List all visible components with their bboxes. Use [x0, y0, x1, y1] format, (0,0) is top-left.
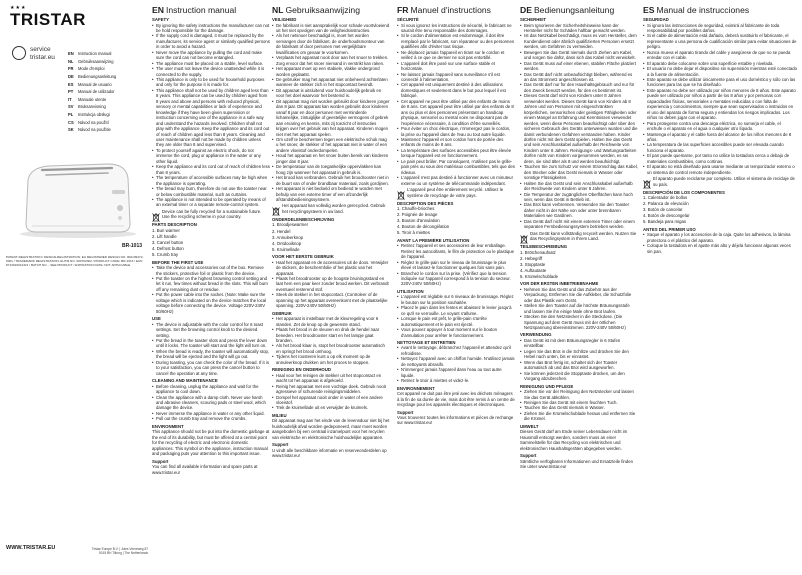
part-item: 2. Poignée de levage [397, 212, 438, 218]
list-item: • El aparato debe colocarse sobre una superficie estable y nivelada. [643, 61, 797, 66]
list-item: • L'appareil n'est pas destiné à fonctionner avec un minuteur externe ou un système de télécommande indépendant. [397, 175, 515, 186]
subheading: SEGURIDAD [643, 17, 669, 22]
subheading: Support [272, 442, 289, 448]
list-item: • Ziehen Sie die Krümelschublade heraus und entfernen Sie die Krümel. [520, 411, 638, 422]
part-item: 2. Hebegriff [520, 255, 543, 261]
list-item: • Halten Sie das Gerät und sein Anschlusskabel außerhalb der Reichweite von Kindern unter 8 Jahren. [520, 181, 638, 192]
list-item: • Beim Ignorieren der Sicherheitshinweise kann der Hersteller nicht für Schäden haftbar gemacht werden. [520, 23, 638, 34]
list-item: • Clean the appliance with a damp cloth. Never use harsh and abrasive cleaners, scouring pads or steel wool, which damage the device. [152, 395, 270, 411]
list-item: • Réglez le grille-pain sur le niveau de brunissage le plus élevé et laissez-le fonctionner quelques fois sans pain. [397, 260, 515, 271]
list-item: • Take the device and accessories out of the box. Remove the stickers, protective foil or plastic from the device. [152, 265, 270, 276]
env-text: This appliance should not be put into the domestic garbage at the end of its durability, but must be offered at a central point for the recycling of electric and electronic domestic appliances. This symbol on the appliance, instruction manual and packaging puts your attention to this important issue. [152, 429, 270, 457]
list-item: • Maintenez l'appareil et son cordon hors de portée des enfants de moins de 8 ans. [397, 137, 515, 148]
list-item: • L'appareil doit être posé sur une surface stable et horizontale. [397, 61, 515, 72]
list-item: • Cet appareil est uniquement destiné à des utilisations domestiques et seulement dans le but pour lequel il est fabriqué. [397, 82, 515, 98]
support-text: You can find all available information and spare parts at www.tristar.eu! [152, 464, 258, 475]
crossed-bin-icon [272, 203, 280, 212]
section-fr [397, 6, 515, 571]
part-item: 4. Auftautaste [520, 267, 547, 273]
before-list [272, 260, 390, 309]
safety-list [152, 23, 270, 208]
list-item: • This appliance shall not be used by children aged less than 8 years. This appliance can be used by children aged from 8 years and above and persons with reduced physical, sensory or mental capabilities or lack of experience and knowledge if they have been given supervision or instruction concerning use of the appliance in a safe way and understand the hazards involved. Children shall not play with the appliance. Keep the appliance and its cord out of reach of children aged less than 8 years. Cleaning and user maintenance shall not be made by children unless they are older than 8 and supervised. [152, 88, 270, 148]
before-list [152, 265, 270, 314]
list-item: • Das Brot kann verbrennen. Verwenden Sie den Toaster daher nicht in der Nähe von oder unter brennbaren Materialien wie Gardinen. [520, 202, 638, 218]
before-list [397, 243, 515, 287]
subheading: DESCRIPCIÓN DE LOS COMPONENTES [643, 189, 725, 195]
subheading: SAFETY [152, 17, 169, 22]
recycling-note: Het apparaat kan volledig worden gerecycled. Gebruik het recyclingsysteem in uw land. [272, 203, 390, 215]
crossed-bin-icon [152, 209, 160, 218]
before-list [643, 232, 797, 254]
list-item: • De fabrikant is niet aansprakelijk voor schade voortvloeiend uit het niet opvolgen van de veiligheidsinstructies. [272, 23, 390, 34]
list-item: • El aparato no está diseñado para usarse mediante un temporizador externo o un sistema de control remoto independiente. [643, 164, 797, 175]
list-item: • Put the power cable into the socket. (Note: Make sure the voltage which is indicated on the device matches the local voltage before connecting the device. Voltage 220V-240V 50/60Hz) [152, 292, 270, 314]
list-item: • Vous pouvez appuyer à tout moment sur le bouton d'annulation pour arrêter le fonctionnement. [397, 327, 515, 338]
list-item: • When the bread is ready, the toaster will automatically stop, the bread will be ejected and the light will go out. [152, 349, 270, 360]
service-globe-icon [12, 46, 26, 60]
use-list [397, 294, 515, 338]
list-item: • Als het netsnoer beschadigd is, moet het worden vervangen door de fabrikant, de onderhoudsmonteur van de fabrikant of door personen met vergelijkbare kwalificaties om gevaar te voorkomen. [272, 33, 390, 55]
safety-list [643, 23, 797, 176]
list-item: • Bewegen Sie das Gerät niemals durch Ziehen am Kabel, und sorgen Sie dafür, dass sich das Kabel nicht verwickelt. [520, 50, 638, 61]
subheading: PARTS DESCRIPTION [152, 222, 197, 228]
recycling-note: L'appareil peut être entièrement recyclé. Utilisez le système de recyclage de votre pays. [397, 187, 515, 199]
list-item: • Ziehen Sie vor der Reinigung den Netzstecker und lassen Sie das Gerät abkühlen. [520, 389, 638, 400]
list-item: • Tauchen Sie das Gerät niemals in Wasser. [520, 405, 638, 410]
use-list [520, 338, 638, 382]
list-item: • Placez le pain dans les fentes et abaissez le levier jusqu'à ce qu'il se verrouille. Le voyant s'allume. [397, 305, 515, 316]
list-item: • Het brood kan verbranden. Gebruik het broodrooster niet in de buurt van of onder brandbaar materiaal, zoals gordijnen. [272, 175, 390, 186]
list-item: • Este aparato se debe utilizar únicamente para el uso doméstico y sólo con las funciones para las que se ha diseñado. [643, 77, 797, 88]
part-item: 1. Broodjeswarmer [272, 222, 309, 228]
subheading: DESCRIPTION DES PIÈCES [397, 200, 454, 206]
part-item: 3. Stopptaste [520, 261, 546, 267]
list-item: • Das Gerät muss auf einer ebenen, stabilen Fläche platziert werden. [520, 61, 638, 72]
part-item: 5. Kruimellade [272, 246, 300, 252]
list-item: • By ignoring the safety instructions the manufacturer can not be hold responsible for the damage. [152, 23, 270, 34]
subheading: UTILISATION [397, 288, 424, 294]
section-title: DE Bedienungsanleitung [520, 6, 615, 15]
clean-list [397, 345, 515, 383]
list-item: • Ne déplacez jamais l'appareil en tirant sur le cordon et veillez à ce que ce dernier ne soit pas entortillé. [397, 50, 515, 61]
subheading: UMWELT [520, 423, 539, 429]
company-address: Tristar Europe B.V. | Jules Verneweg 87 5015 BH Tilburg | The Netherlands [91, 547, 148, 555]
part-item: 4. Defrost button [152, 246, 184, 252]
list-item: • Das Gerät darf nicht unbeaufsichtigt bleiben, während es an das Stromnetz angeschlossen ist. [520, 72, 638, 83]
service-text: service tristar.eu [30, 46, 55, 61]
list-item: • The bread may burn, therefore do not use the toaster near or below combustible material, such as curtains. [152, 186, 270, 197]
before-list [520, 287, 638, 331]
support-text: U vindt alle beschikbare informatie en reserveonderdelen op www.tristar.eu! [272, 447, 387, 459]
list-item: • Dieses Gerät darf nicht von Kindern unter 8 Jahren verwendet werden. Dieses Gerät kann von Kindern ab 8 Jahren und von Personen mit eingeschränkten körperlichen, sensorischen oder geistigen Fähigkeiten oder einem Mangel an Erfahrung und Kenntnissen verwendet werden, wenn diese Personen beaufsichtigt oder über den sicheren Gebrauch des Geräts unterwiesen wurden und die damit verbundenen Gefahren verstanden haben. Kinder dürfen nicht mit dem Gerät spielen. Halten Sie das Gerät und sein Anschlusskabel außerhalb der Reichweite von Kindern unter 8 Jahren. Reinigungs- und Wartungsarbeiten dürfen nicht von Kindern vorgenommen werden, es sei denn, sie sind älter als 8 und werden beaufsichtigt. [520, 93, 638, 164]
list-item: • Haal het apparaat en de accessoires uit de doos. Verwijder de stickers, de beschermfolie of het plastic van het apparaat. [272, 260, 390, 276]
subheading: Support [520, 453, 537, 459]
part-item: 2. Hendel [272, 228, 291, 234]
list-item: • Trek de kruimellade uit en verwijder de kruimels. [272, 405, 390, 410]
section-nl [272, 6, 390, 571]
list-item: • Cet appareil ne peut être utilisé par des enfants de moins de 8 ans. Cet appareil peut être utilisé par des enfants de 8 ans ou plus et des personnes présentant un handicap physique, sensoriel ou mental voire ne disposant pas de l'expérience nécessaire, à condition d'être surveillés. [397, 99, 515, 126]
list-item: • During toasting, you can check the color of the bread. If it is to your satisfaction, you can press the cancel button to cancel the operation at any time. [152, 360, 270, 376]
list-item: • The appliance is not intended to be operated by means of an external timer or a separate remote-control system. [152, 197, 270, 208]
subheading: CLEANING AND MAINTENANCE [152, 378, 218, 384]
list-item: • N'immergez jamais l'appareil dans l'eau ou tout autre liquide. [397, 367, 515, 378]
list-item: • Pull out the crumb tray and remove the crumbs. [152, 416, 270, 421]
list-item: • The device is adjustable with the color control for 6 toast settings. Set the browning control knob to the desired setting. [152, 322, 270, 338]
list-item: • Tauchen Sie zum Schutz vor einem Stromschlag das Kabel, den Stecker oder das Gerät niemals in Wasser oder sonstige Flüssigkeiten. [520, 164, 638, 180]
list-item: • Branchez le cordon sur la prise. (Vérifiez que la tension indiquée sur l'appareil correspond à la tension du secteur. 220V-240V 50/60Hz) [397, 271, 515, 287]
service-badge [12, 44, 56, 74]
subheading: USE [152, 316, 161, 322]
list-item: • Keep the appliance and its cord out of reach of children less than 8 years. [152, 164, 270, 175]
part-item: 4. Bouton de décongélation [397, 224, 450, 230]
recycling-note: Das Gerät kann vollständig recycelt werden. Nutzen Sie das Recyclingsystem in Ihrem Land. [520, 231, 638, 243]
list-item: • The appliance must be placed on a stable, level surface. [152, 61, 270, 66]
brand-logo: TRISTAR [10, 10, 86, 29]
support-text: Sämtliche verfügbaren Informationen und Ersatzteile finden Sie unter www.tristar.eu! [520, 458, 633, 470]
list-item: • Si ignora las instrucciones de seguridad, eximirá al fabricante de toda responsabilidad por posibles daños. [643, 23, 797, 34]
list-item: • Le pain peut brûler. Par conséquent, n'utilisez pas le grille-pain près ou sous des matériaux combustibles, tels que des rideaux. [397, 159, 515, 175]
section-title: NL Gebruiksaanwijzing [272, 6, 360, 15]
section-title: ES Manual de instrucciones [643, 6, 750, 15]
subheading: VOR DER ERSTEN INBETRIEBNAHME [520, 281, 599, 287]
env-text: Cet appareil ne doit pas être jeté avec les déchets ménagers à la fin de sa durée de vie, mais doit être remis à un centre de recyclage pour les appareils électriques et électroniques. [397, 391, 515, 408]
list-item: • De temperatuur van de toegankelijke oppervlakken kan hoog zijn wanneer het apparaat in gebruik is. [272, 164, 390, 175]
list-item: • Reinig het apparaat met een vochtige doek. Gebruik nooit agressieve of schurende reinigingsmiddelen. [272, 384, 390, 395]
subheading: NETTOYAGE ET ENTRETIEN [397, 339, 456, 345]
list-item: • El usuario no debe dejar el dispositivo sin supervisión mientras esté conectado a la fuente de alimentación. [643, 66, 797, 77]
list-item: • Wenn das Brot fertig ist, schaltet sich der Toaster automatisch ab und das Brot wird ausgeworfen. [520, 360, 638, 371]
safety-list [520, 23, 638, 230]
safety-list [397, 23, 515, 187]
list-item: • Stellen Sie den Toaster auf die höchste Bräunungsstufe und lassen Sie ihn einige Male ohne Brot laufen. [520, 303, 638, 314]
list-item: • Sie können jederzeit die Stopptaste drücken, um den Vorgang abzubrechen. [520, 371, 638, 382]
list-item: • Om uzelf te beschermen tegen een elektrische schok mag u het snoer, de stekker of het apparaat niet in water of een andere vloeistof onderdompelen. [272, 137, 390, 153]
website-link[interactable]: WWW.TRISTAR.EU [6, 545, 56, 551]
list-item: • La température des surfaces accessibles peut être élevée lorsque l'appareil est en fonctionnement. [397, 148, 515, 159]
language-index [68, 50, 148, 134]
list-item: • Before cleaning, unplug the appliance and wait for the appliance to cool down. [152, 384, 270, 395]
list-item: • If the supply cord is damaged, it must be replaced by the manufacturer, its service agent or similarly qualified persons in order to avoid a hazard. [152, 33, 270, 49]
list-item: • Tijdens het roosteren kunt u op elk moment op de annuleerknop drukken om het proces te stoppen. [272, 354, 390, 365]
subheading: VEILIGHEID [272, 17, 297, 22]
list-item: • Das Gerät darf nicht mit einem externen Timer oder einem separaten Fernbedienungssystem betrieben werden. [520, 219, 638, 230]
model-number: BR-1013 [122, 243, 143, 249]
section-de [520, 6, 638, 571]
list-item: • Reinigen Sie das Gerät mit einem feuchten Tuch. [520, 400, 638, 405]
subheading: Support [397, 409, 414, 415]
subheading: BEFORE THE FIRST USE [152, 259, 204, 265]
list-item: • Legen Sie das Brot in die Schlitze und drücken Sie den Hebel nach unten, bis er einrastet. [520, 349, 638, 360]
list-item: • Ist das Netzkabel beschädigt, muss es vom Hersteller, dem Kundendienst oder ähnlich qualifizierten Personen ersetzt werden, um Gefahren zu vermeiden. [520, 33, 638, 49]
section-title: FR Manuel d'instructions [397, 6, 491, 15]
part-item: 3. Cancel button [152, 240, 184, 245]
part-item: 4. Ontdooiknop [272, 240, 302, 246]
list-item: • To protect yourself against an electric shock, do not immerse the cord, plug or appliance in the water or any other liquid. [152, 148, 270, 164]
list-item: • Das Gerät ist mit dem Bräunungsregler in 6 Stufen einstellbar. [520, 338, 638, 349]
language-entry: EN Instruction manual [68, 51, 112, 57]
clean-list [272, 373, 390, 411]
language-entry: NL Gebruiksaanwijzing [68, 58, 114, 64]
language-entry: SV Bruksanvisning [68, 104, 106, 110]
support-text: Vous trouverez toutes les informations et pièces de rechange sur www.tristar.eu! [397, 415, 514, 426]
part-item: 1. Calentador de bollos [643, 195, 688, 201]
part-item: 1. Brötchenaufsatz [520, 249, 556, 255]
list-item: • The temperature of accessible surfaces may be high when the appliance is operating. [152, 175, 270, 186]
language-entry: SK Návod na použitie [68, 127, 111, 133]
use-list [152, 322, 270, 377]
subheading: Support [152, 458, 169, 464]
subheading: REINIGING EN ONDERHOUD [272, 367, 331, 373]
subheading: SÉCURITÉ [397, 17, 419, 22]
subheading: MILIEU [272, 412, 287, 418]
part-item: 2. Lift handle [152, 233, 177, 239]
recycling-note: Device can be fully recycled for a sustainable future. Use the recycling scheme in your country. [152, 209, 270, 221]
subheading: ANTES DEL PRIMER USO [643, 226, 696, 232]
crossed-bin-icon [643, 176, 651, 185]
list-item: • Dit apparaat mag niet worden gebruikt door kinderen jonger dan 8 jaar. Dit apparaat kan worden gebruikt door kinderen vanaf 8 jaar en door personen met verminderde lichamelijke, zintuiglijke of geestelijke vermogens of gebrek aan ervaring en kennis, mits zij toezicht of instructies krijgen over het gebruik van het apparaat. Kinderen mogen niet met het apparaat spelen. [272, 99, 390, 137]
list-item: • Never move the appliance by pulling the cord and make sure the cord can not become entangled. [152, 50, 270, 61]
list-item: • The user must not leave the device unattended while it is connected to the supply. [152, 66, 270, 77]
list-item: • Put the bread in the toaster slots and press the lever down until it locks. The toaster will start and the light will turn on. [152, 338, 270, 349]
env-text: Dit apparaat mag aan het einde van de levensduur niet bij het huishoudelijk afval worden gedeponeerd, maar moet worden aangeboden bij een centraal inzamelpunt voor het recyclen van elektrische en elektronische huishoudelijke apparaten. [272, 418, 390, 440]
part-item: 5. Bandeja para migas [643, 219, 686, 225]
language-entry: PL Instrukcja obsługi [68, 112, 110, 118]
section-en [152, 6, 270, 571]
language-entry: CS Návod na použití [68, 119, 109, 125]
list-item: • Este aparato no debe ser utilizado por niños menores de 8 años. Este aparato puede ser utilizado por niños a partir de los 8 años y por personas con capacidades físicas, sensoriales o mentales reducidas o con falta de experiencia y conocimientos, siempre que sean supervisados o instruidos en el uso del aparato de forma segura y entiendan los riesgos implicados. Los niños no deben jugar con el aparato. [643, 88, 797, 121]
registration-codes: PATENT-REGISTRATION / DESIGN-REGISTRATION: EU REGISTERED DESIGN NO. 002139472-0001 / TRADEMARK REGISTRATION: EUTM NO. 000762302 / PRODUCT CODE: BR-1013 / EAN 8713016012321 / BATCH NO. - SEE PRODUCT / EXPIRATION DATE: NOT APPLICABLE [6, 255, 144, 268]
list-item: • Lorsque le pain est prêt, le grille-pain s'arrête automatiquement et le pain est éjecté. [397, 316, 515, 327]
subheading: AVANT LA PREMIÈRE UTILISATION [397, 237, 470, 243]
list-item: • Het apparaat is instelbaar met de kleurregeling voor 6 standen. Zet de knop op de gewenste stand. [272, 316, 390, 327]
section-es [643, 6, 797, 571]
list-item: • Die Temperatur der zugänglichen Oberflächen kann hoch sein, wenn das Gerät in Betrieb ist. [520, 192, 638, 203]
list-item: • De gebruiker mag het apparaat niet onbeheerd achterlaten wanneer de stekker zich in het stopcontact bevindt. [272, 77, 390, 88]
clean-list [152, 384, 270, 422]
list-item: • Houd het apparaat en het snoer buiten bereik van kinderen jonger dan 8 jaar. [272, 153, 390, 164]
subheading: TEILEBESCHREIBUNG [520, 244, 568, 250]
list-item: • Coloque la tostadora en el ajuste más alto y déjela funcionar algunas veces sin pan. [643, 243, 797, 254]
part-item: 5. Tiroir à miettes [397, 230, 430, 236]
list-item: • Het apparaat moet op een stabiele, vlakke ondergrond worden geplaatst. [272, 66, 390, 77]
part-item: 5. Krümelschublade [520, 273, 558, 279]
clean-list [520, 389, 638, 422]
recycling-note: El aparato puede reciclarse por completo. Utilice el sistema de reciclaje de su país. [643, 176, 797, 188]
language-entry: IT Manuale utente [68, 96, 107, 102]
list-item: • Dompel het apparaat nooit onder in water of een andere vloeistof. [272, 395, 390, 406]
list-item: • Nunca mueva el aparato tirando del cable y asegúrese de que no se pueda enredar con el cable. [643, 50, 797, 61]
list-item: • Het apparaat is niet bedoeld om bediend te worden met behulp van een externe timer of een afzonderlijk afstandsbedieningssysteem. [272, 186, 390, 202]
list-item: • Stecken Sie den Netzstecker in die Steckdose. (Die Spannung auf dem Gerät muss mit der örtlichen Netzspannung übereinstimmen. 220V-240V 50/60Hz) [520, 314, 638, 330]
part-item: 3. Annuleerknop [272, 234, 304, 240]
language-entry: ES Manual de usuario [68, 81, 112, 87]
list-item: • Avant le nettoyage, débranchez l'appareil et attendez qu'il refroidisse. [397, 345, 515, 356]
list-item: • Si el cable de alimentación está dañado, deberá sustituirlo el fabricante, el representante o una persona de cualificación similar para evitar situaciones de peligro. [643, 33, 797, 49]
part-item: 3. Botón de cancelar [643, 207, 683, 213]
list-item: • Put the toaster on the highest browning control setting and let it run, few times without bread in the slots. This will burn off any remaining dust or residue. [152, 276, 270, 292]
list-item: • Never immerse the appliance in water or any other liquid. [152, 411, 270, 416]
list-item: • L'appareil est réglable sur 6 niveaux de brunissage. Réglez le bouton sur la position souhaitée. [397, 294, 515, 305]
list-item: • Pour éviter un choc électrique, n'immergez pas le cordon, la prise ou l'appareil dans de l'eau ou tout autre liquide. [397, 126, 515, 137]
subheading: GEBRUIK [272, 310, 292, 316]
list-item: • Para protegerse contra una descarga eléctrica, no sumerja el cable, el enchufe o el aparato en el agua o cualquier otro líquido. [643, 121, 797, 132]
section-title: EN Instruction manual [152, 6, 237, 15]
language-entry: DE Bedienungsanleitung [68, 74, 117, 80]
subheading: ONDERDELENBESCHRIJVING [272, 216, 335, 222]
part-item: 5. Crumb tray [152, 252, 179, 258]
part-item: 2. Palanca de elevación [643, 201, 689, 207]
list-item: • Saque el aparato y los accesorios de la caja. Quite los adhesivos, la lámina protectora o el plástico del aparato. [643, 232, 797, 243]
subheading: REINIGUNG UND PFLEGE [520, 383, 574, 389]
list-item: • Als het brood klaar is, stopt het broodrooster automatisch en springt het brood omhoog. [272, 343, 390, 354]
list-item: • Si vous ignorez les instructions de sécurité, le fabricant ne saurait être tenu responsable des dommages. [397, 23, 515, 34]
language-entry: PT Manual de utilizador [68, 89, 115, 95]
subheading: ENVIRONMENT [152, 423, 184, 429]
list-item: • Retirez le tiroir à miettes et videz-le. [397, 378, 515, 383]
list-item: • Nettoyez l'appareil avec un chiffon humide. N'utilisez jamais de nettoyants abrasifs. [397, 356, 515, 367]
env-text: Dieses Gerät darf am Ende seiner Lebensdauer nicht im Hausmüll entsorgt werden, sondern muss an einer Sammelstelle für das Recycling von elektrischen und elektronischen Haushaltsgeräten abgegeben werden. [520, 429, 628, 451]
subheading: SICHERHEIT [520, 17, 547, 22]
use-list [272, 316, 390, 365]
list-item: • Das Gerät darf nur für den Haushaltsgebrauch und nur für den Zweck benutzt werden, für den es bestimmt ist. [520, 82, 638, 93]
list-item: • Plaats het brood in de sleuven en druk de hendel naar beneden. Het broodrooster start en het lampje gaat branden. [272, 327, 390, 343]
list-item: • Retirez l'appareil et ses accessoires de leur emballage. Retirez les autocollants, le film de protection ou le plastique de l'appareil. [397, 243, 515, 259]
list-item: • Haal voor het reinigen de stekker uit het stopcontact en wacht tot het apparaat is afgekoeld. [272, 373, 390, 384]
part-item: 1. Chauffe-brioches [397, 206, 435, 212]
list-item: • Steek de stekker in het stopcontact. (Controleer of de spanning op het apparaat overeenkomt met de plaatselijke spanning. 220V-240V 50/60Hz) [272, 292, 390, 308]
safety-list [272, 23, 390, 203]
list-item: • Verplaats het apparaat nooit door aan het snoer te trekken. Zorg ervoor dat het snoer niemand in verstrikt kan raken. [272, 55, 390, 66]
subheading: ENVIRONNEMENT [397, 385, 435, 391]
brand-stars: ★★★ [10, 5, 27, 11]
cover-panel [0, 0, 150, 575]
part-item: 3. Bouton d'annulation [397, 218, 440, 224]
language-entry: FR Mode d'emploi [68, 66, 105, 72]
list-item: • El pan puede quemarse, por tanto no utilice la tostadora cerca o debajo de materiales combustibles, como cortinas. [643, 153, 797, 164]
list-item: • This appliance is only to be used for household purposes and only for the purpose it is made for. [152, 77, 270, 88]
list-item: • Plaats het broodrooster op de hoogste bruiningsstand en laat hem een paar keer zonder brood werken. Dit verbrandt eventueel resterend stof. [272, 276, 390, 292]
subheading: VERWENDUNG [520, 332, 552, 338]
list-item: • Ne laissez jamais l'appareil sans surveillance s'il est connecté à l'alimentation. [397, 72, 515, 83]
list-item: • La temperatura de las superficies accesibles puede ser elevada cuando funciona el aparato. [643, 142, 797, 153]
list-item: • Mantenga el aparato y el cable fuera del alcance de los niños menores de 8 años. [643, 132, 797, 143]
crossed-bin-icon [520, 231, 528, 240]
part-item: 4. Botón de descongelar [643, 213, 690, 219]
list-item: • Si le cordon d'alimentation est endommagé, il doit être remplacé par le fabricant, son réparateur ou des personnes qualifiées afin d'éviter tout risque. [397, 33, 515, 49]
subheading: VOOR HET EERSTE GEBRUIK [272, 254, 334, 260]
crossed-bin-icon [397, 187, 405, 196]
toaster-illustration [8, 150, 143, 240]
part-item: 1. Bun warmer [152, 227, 180, 233]
list-item: • Nehmen Sie das Gerät und das Zubehör aus der Verpackung. Entfernen Sie die Aufkleber, die Schutzfolie oder das Plastik vom Gerät. [520, 287, 638, 303]
list-item: • Dit apparaat is uitsluitend voor huishoudelijk gebruik en voor het doel waarvoor het bestemd is. [272, 88, 390, 99]
